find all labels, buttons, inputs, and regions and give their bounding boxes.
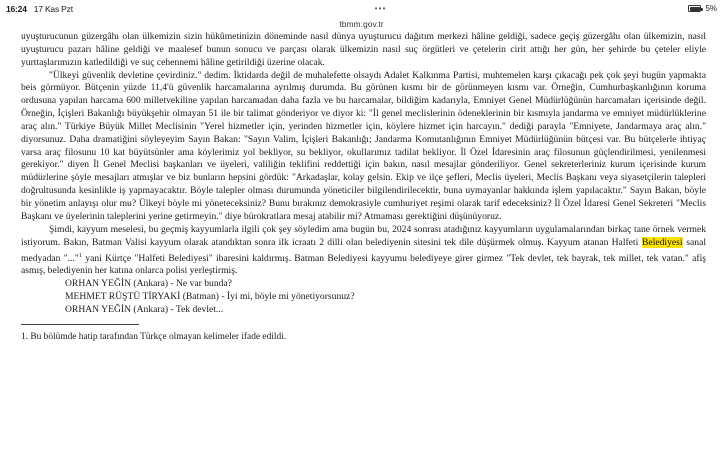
status-bar-left [6,4,73,14]
url-text: tbmm.gov.tr [339,19,384,29]
status-bar [0,0,723,17]
paragraph-continuation: uyuşturucunun güzergâhı olan ülkemizin sizin hükûmetinizin döneminde nasıl dünya uyuşturucu dağıtım merkezi hâline geldiği, sadece geçiş güzergâhı olan ülkemizin, nasıl uyuşturucu pazarı hâline geldiği ve maalesef bunun sonucu ve parçası olarak ülkemizin nasıl suç örgütleri ve çetelerin cirit attığı her gün, her şehirde bu çeteler eliyle yurttaşlarımızın katledildiği ve suç cehennemi hâline getirildiği üzerine olacak. [21,31,706,68]
footnote-text: 1. Bu bölümde hatip tarafından Türkçe olmayan kelimeler ifade edildi. [21,331,287,342]
clock: 16:24 [6,3,27,14]
document-body [0,31,723,475]
speaker-line: ORHAN YEĞİN (Ankara) - Tek devlet... [65,303,224,315]
paragraph-security-state: "Ülkeyi güvenlik devletine çevirdiniz." dedim. İktidarda değil de muhalefette olsaydı Adalet Kalkınma Partisi, muhtemelen karşı çıkacağı pek çok şeyi bugün yapmakta beis görmüyor. Bütçenin yüzde 11,4'ü güvenlik harcamalarına ayrılmış durumda. Bu görünen kısmı bir de görünmeyen kısmı var. Örneğin, Cumhurbaşkanlığının koruma ordusuna yapılan harcama 600 milletvekiline yapılan harcamadan daha fazla ve bu harcamalar, bildiğim kadarıyla, Emniyet Genel Müdürlüğünün harcamaları içerisinde değil. Örneğin, İçişleri Bakanlığı büyükşehir olmayan 51 ile bir talimat gönderiyor ve diyor ki: "İl genel meclislerinin ödeneklerinin bir kısmıyla jandarma ve emniyet müdürlüklerine araç alın." Türkiye Büyük Millet Meclisinin "Yerel hizmetler için, yerinden hizmetler için, köylere hizmet için harcayın." dediği parayla "Emniyete, Jandarmaya araç alın." diyorsunuz. Daha dramatiğini söyleyeyim Sayın Bakan: "Sayın Valim, İçişleri Bakanlığı; Jandarma Komutanlığının Emniyet Müdürlüğünün bütçesi var. Bu bütçelerle ihtiyaç varsa araç filosunu 10 kat büyütsünler ama köylerimiz yol bekliyor, su bekliyor, okullarımız tadilat bekliyor. İl Özel İdaresinin araç filosunun güçlendirilmesi, yenilenmesi gerekiyor." diyen İl Genel Meclisi başkanları ve üyeleri, valiliğin teklifini reddettiği için bakın, nasıl mesajlar gönderiliyor. Genel sekreterleriniz kurum içerisinde kurum müdürlerine şöyle mesajları atmışlar ve biz bunların hepsini gördük: "Arkadaşlar, kolay gelsin. Ekip ve ilçe şefleri, Meclis üyeleri, Meclis Başkanı veya siyasetçilerin talepleri doğrultusunda kesinlikle iş yapmayacaktır. Böyle talepler olması durumunda yöneticiler bilgilendirilecektir, buna uymayanlar hakkında işlem yapılacaktır." Sayın Bakan, böyle bir yönetim anlayışı olur mu? Ülkeyi böyle mi yöneteceksiniz? Bunu bırakınız demokrasiyle cumhuriyet reşimi olarak tarif edeceksiniz? İl Özel İdaresi Genel Sekreteri "Meclis Başkanı ve üyelerinin taleplerini yerine getirmeyin." diye bürokratlara mesaj atabilir mi? Atmaması gerektiğini düşünüyoruz. [21,69,706,222]
footnote-divider [21,324,139,325]
battery-icon [688,5,701,12]
page-dots: ••• [374,4,387,13]
battery-label: 5% [705,4,717,13]
paragraph-kayyum [21,224,706,279]
paragraph-kayyum-part1: Şimdi, kayyum meselesi, bu geçmiş kayyumlarla ilgili çok şey söyledim ama bugün bu, 2024 sonrası atadığınız kayyumların uygulamalarından birkaç tane örnek vermek istiyorum. Bakın, Batman Valisi kayyum olarak atandıktan sonra ilk icraatı 2 dilli olan belediyenin sitesini tek dile düşürmek olmuş. Kayyum atanan Halfeti [21,223,706,248]
speaker-line: MEHMET RÜŞTÜ TİRYAKİ (Batman) - İyi mi, böyle mi yönetiyorsunuz? [65,291,355,303]
highlighted-term: Belediyesi [642,236,683,248]
url-bar[interactable] [0,17,723,31]
paragraph-kayyum-part2: sanal medyadan "..."$^1$ yani Kürtçe "Halfeti Belediyesi" ibaresini kaldırmış. Batman Belediyesi kayyumu belediyeye girer girmez "Tek devlet, tek bayrak, tek millet, tek vatan." afiş asmış, belediyenin her katına onlarca polisi yerleştirmiş. [21,236,706,277]
speaker-line: ORHAN YEĞİN (Ankara) - Ne var bunda? [65,278,232,290]
date-label: 17 Kas Pzt [33,3,73,14]
status-bar-right [688,4,717,13]
